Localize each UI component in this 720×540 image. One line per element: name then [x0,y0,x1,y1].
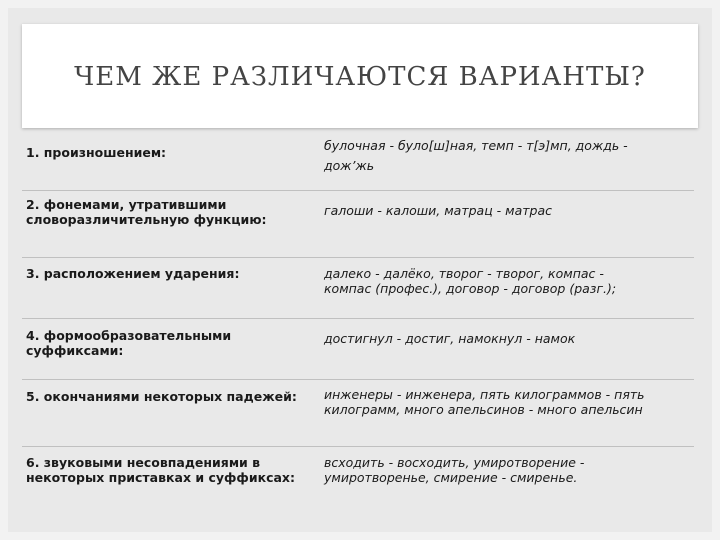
table-row [22,258,694,319]
table-row [22,447,694,517]
row-label: 1. произношением: [26,145,167,160]
title-box [22,24,698,128]
table-row [22,319,694,380]
row-example: всходить - восходить, умиротворение - умиротворенье, смирение - смиренье. [324,455,585,485]
row-example: галоши - калоши, матрац - матрас [324,203,553,218]
row-label: 6. звуковыми несовпадениями в некоторых приставках и суффиксах: [26,455,295,485]
row-label: 5. окончаниями некоторых падежей: [26,389,297,404]
row-example: далеко - далёко, творог - творог, компас - компас (профес.), договор - договор (разг.); [324,266,617,296]
row-label: 2. фонемами, утратившими словоразличительную функцию: [26,197,267,227]
table-row [22,380,694,447]
table-row [22,132,694,191]
row-example: инженеры - инженера, пять килограммов - пять килограмм, много апельсинов - много апельсин [324,387,645,417]
row-example: достигнул - достиг, намокнул - намок [324,331,576,346]
slide [8,8,712,532]
slide-title: ЧЕМ ЖЕ РАЗЛИЧАЮТСЯ ВАРИАНТЫ? [74,62,646,92]
row-example: булочная - було[ш]ная, темп - т[э]мп, дождь - дож’жь [324,138,628,173]
variants-table [22,132,694,517]
row-label: 4. формообразовательными суффиксами: [26,328,232,358]
table-row [22,191,694,258]
row-label: 3. расположением ударения: [26,266,240,281]
